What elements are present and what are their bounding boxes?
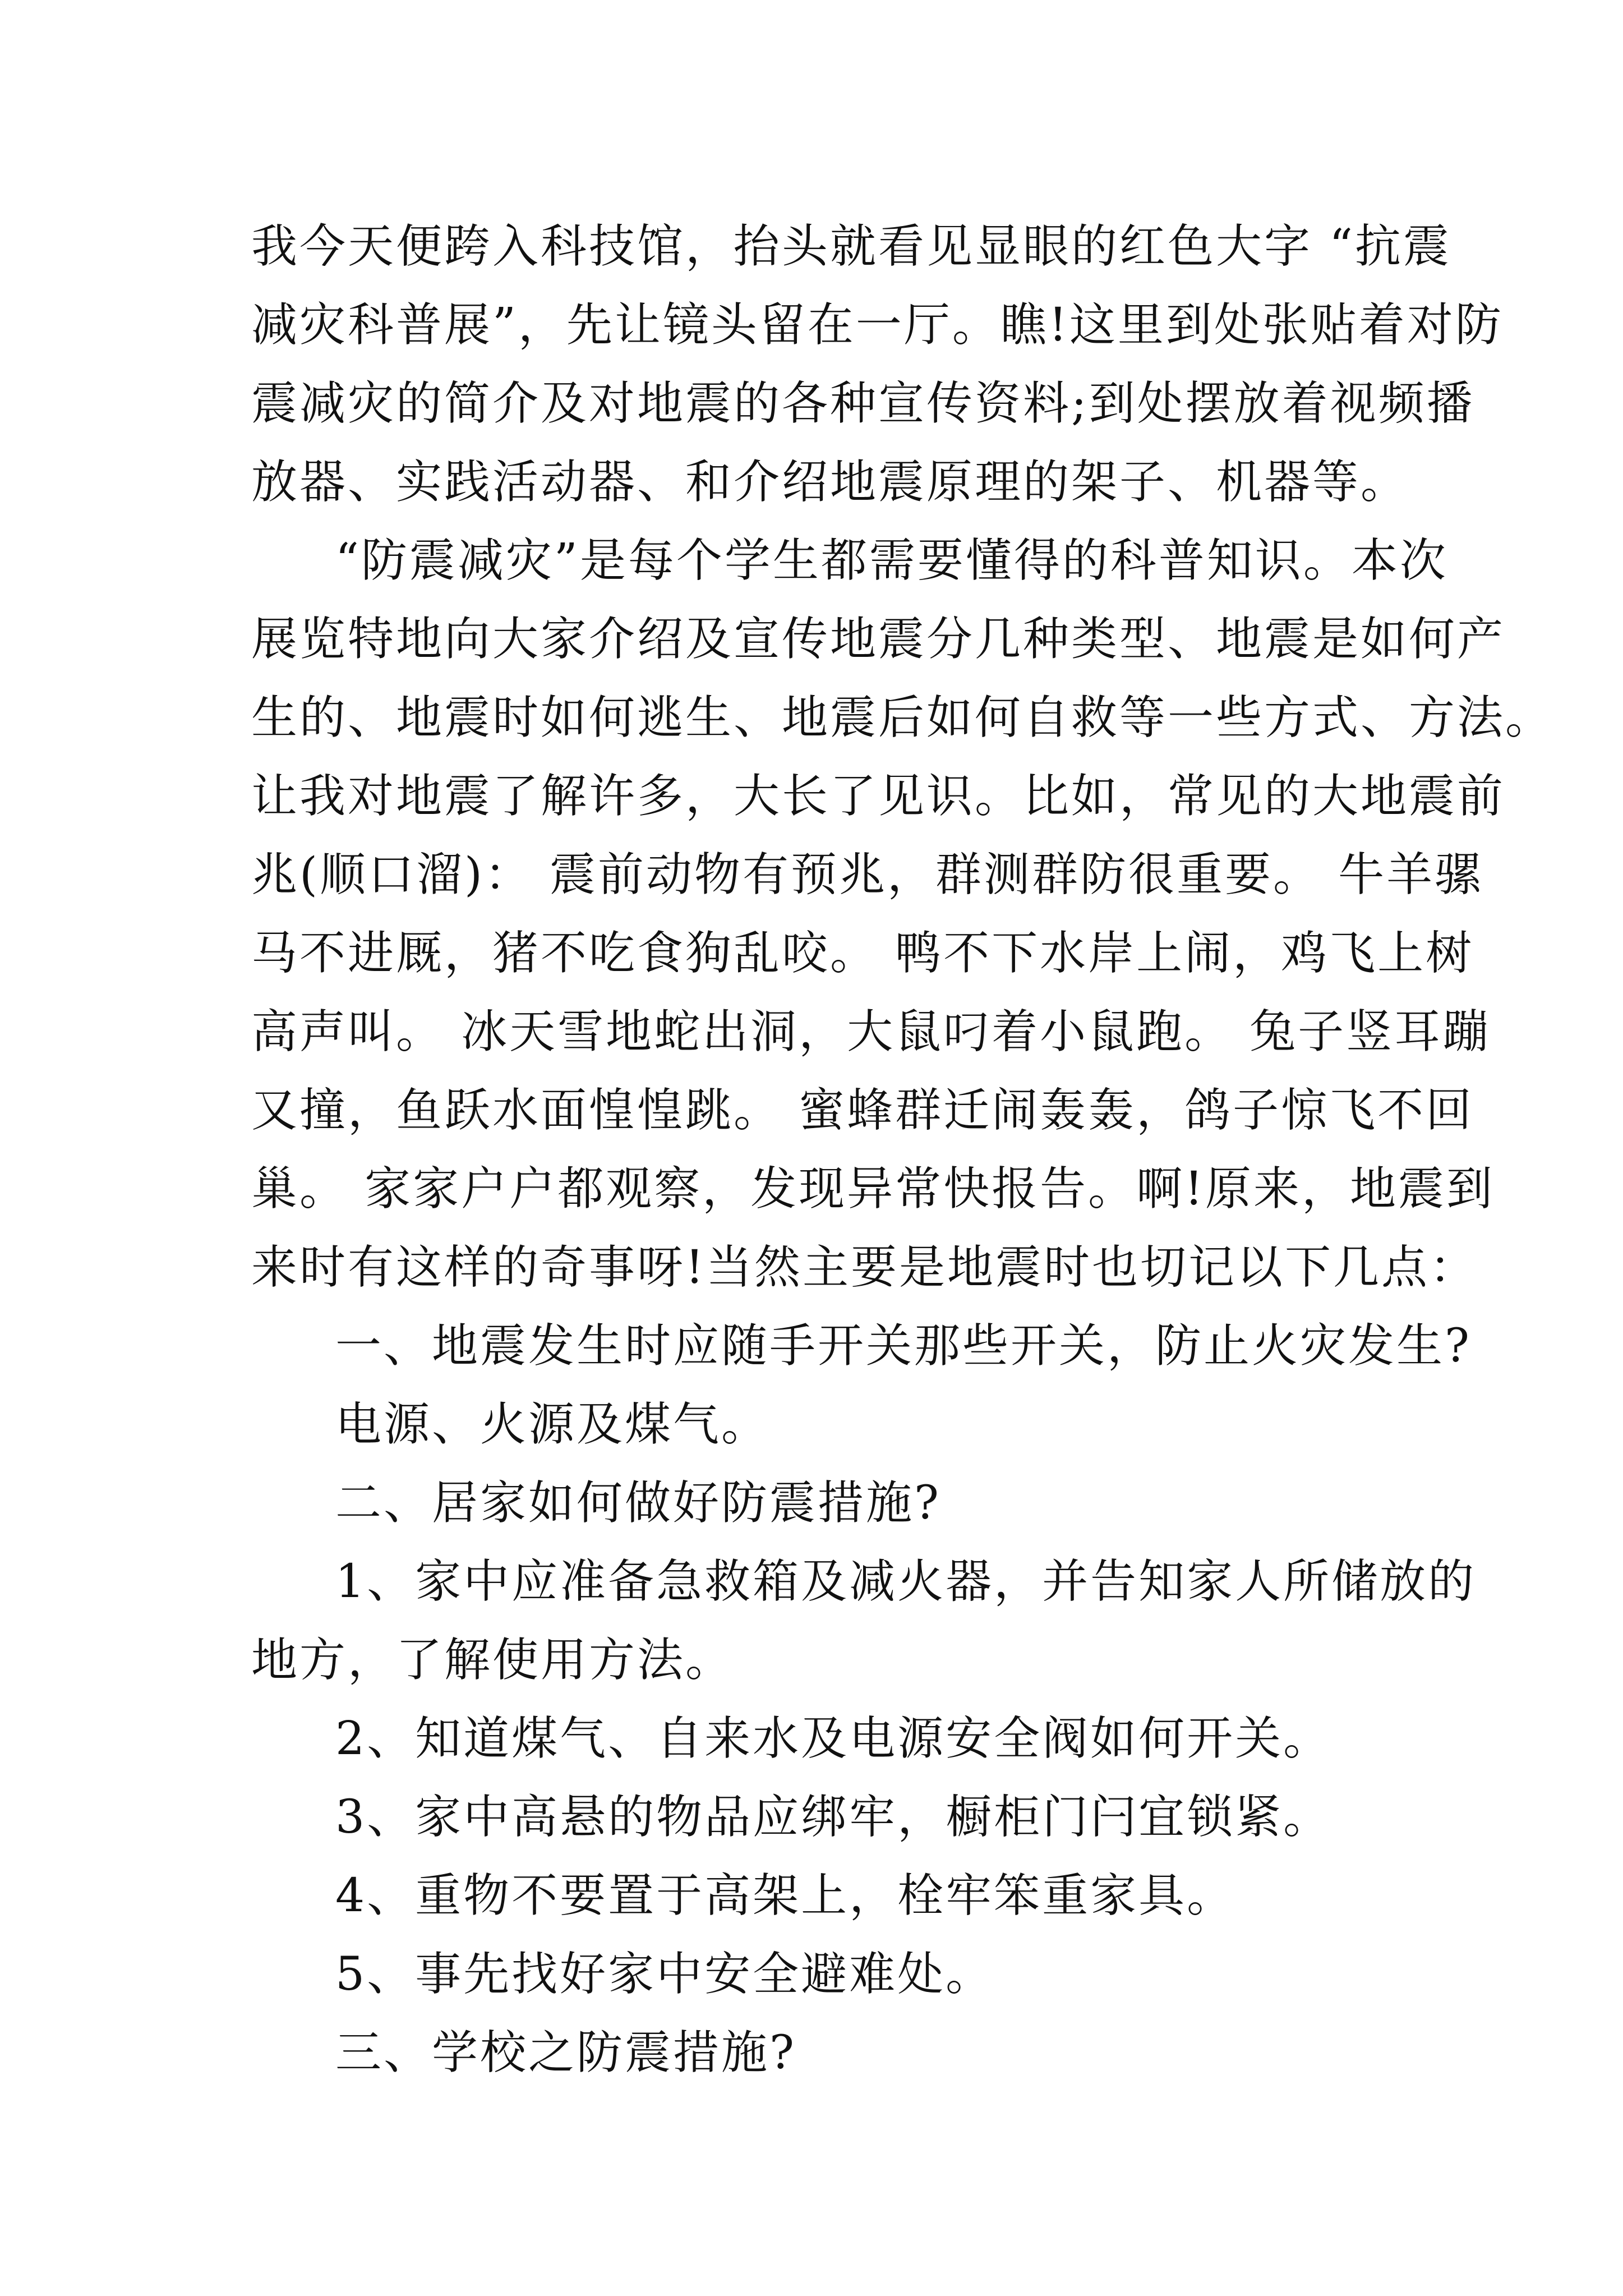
text-line-23: 5、事先找好家中安全避难处。 [335, 1948, 994, 2001]
text-line-24: 三、学校之防震措施? [335, 2026, 796, 2079]
text-line-7: 生的、地震时如何逃生、地震后如何自救等一些方式、方法。 [251, 691, 1554, 744]
text-line-3: 震减灾的简介及对地震的各种宣传资料;到处摆放着视频播 [251, 377, 1475, 430]
text-line-9: 兆(顺口溜)： 震前动物有预兆，群测群防很重要。 牛羊骡 [251, 848, 1483, 901]
body-text [251, 208, 1554, 2092]
text-line-16: 电源、火源及煤气。 [335, 1398, 770, 1451]
text-line-14: 来时有这样的奇事呀!当然主要是地震时也切记以下几点： [251, 1241, 1478, 1294]
text-line-11: 高声叫。 冰天雪地蛇出洞，大鼠叼着小鼠跑。 兔子竖耳蹦 [251, 1005, 1491, 1059]
text-line-2: 减灾科普展”，先让镜头留在一厅。瞧!这里到处张贴着对防 [251, 298, 1504, 352]
text-line-17: 二、居家如何做好防震措施? [335, 1476, 941, 1530]
text-line-6: 展览特地向大家介绍及宣传地震分几种类型、地震是如何产 [251, 613, 1506, 666]
text-line-10: 马不进厩，猪不吃食狗乱咬。 鸭不下水岸上闹，鸡飞上树 [251, 927, 1474, 980]
text-line-13: 巢。 家家户户都观察，发现异常快报告。啊!原来，地震到 [251, 1162, 1495, 1216]
text-line-8: 让我对地震了解许多，大长了见识。比如，常见的大地震前 [251, 770, 1506, 823]
text-line-1: 我今天便跨入科技馆，抬头就看见显眼的红色大字 “抗震 [251, 220, 1451, 273]
text-line-18: 1、家中应准备急救箱及减火器，并告知家人所储放的 [335, 1555, 1477, 1608]
text-line-12: 又撞，鱼跃水面惶惶跳。 蜜蜂群迁闹轰轰，鸽子惊飞不回 [251, 1084, 1474, 1137]
text-line-15: 一、地震发生时应随手开关那些开关，防止火灾发生? [335, 1319, 1472, 1373]
text-line-21: 3、家中高悬的物品应绑牢，橱柜门闩宜锁紧。 [335, 1791, 1332, 1844]
text-line-5: “防震减灾”是每个学生都需要懂得的科普知识。本次 [335, 534, 1448, 587]
text-line-20: 2、知道煤气、自来水及电源安全阀如何开关。 [335, 1712, 1332, 1765]
text-line-19: 地方，了解使用方法。 [251, 1634, 734, 1687]
text-line-4: 放器、实践活动器、和介绍地震原理的架子、机器等。 [251, 455, 1409, 509]
text-line-22: 4、重物不要置于高架上，栓牢笨重家具。 [335, 1869, 1235, 1922]
